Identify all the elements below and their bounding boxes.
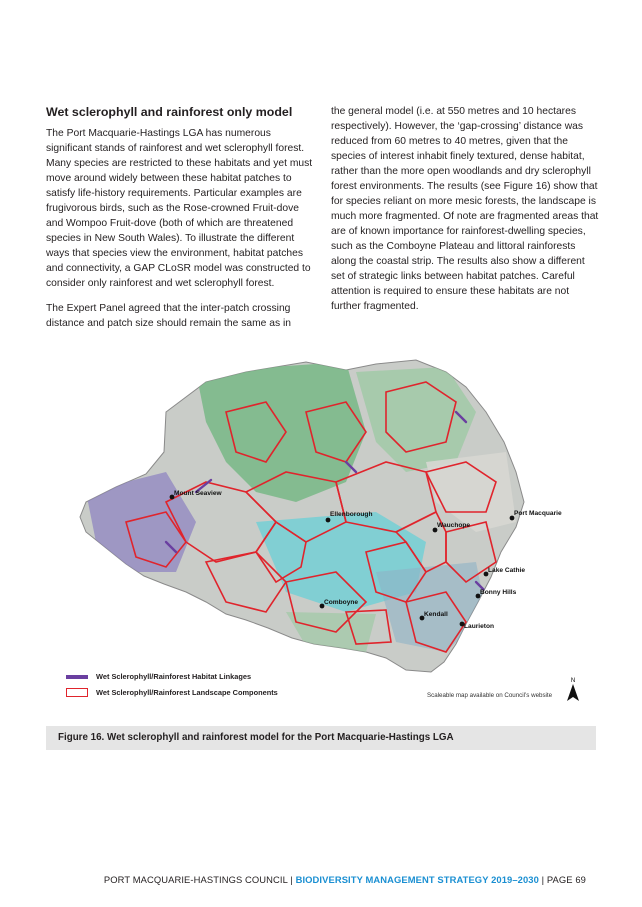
legend-item-components [66,688,278,697]
page-footer [104,874,586,885]
legend-label: Wet Sclerophyll/Rainforest Landscape Components [96,688,278,697]
place-label: Bonny Hills [480,589,517,596]
section-heading: Wet sclerophyll and rainforest only model [46,105,293,119]
place-label: Lake Cathie [488,567,526,574]
place-label: Mount Seaview [174,490,222,497]
body-paragraph: The Port Macquarie-Hastings LGA has numerous significant stands of rainforest and wet sclerophyll forest. Many species are restricted to these habitats and yet must move around widely between these habitat patches to satisfy life-history requirements. Particular examples are frugivorous birds, such as the Rose-crowned Fruit-dove and Wompoo Fruit-dove (both of which are threatened species in New South Wales). To illustrate the different ways that species view the environment, habitat patches and connectivity, a GAP CLoSR model was constructed to consider only rainforest and wet sclerophyll forest. [46,128,313,289]
place-label: Wauchope [437,522,471,529]
legend-label: Wet Sclerophyll/Rainforest Habitat Linkages [96,672,252,681]
place-label: Laurieton [464,623,495,630]
left-column [46,104,316,341]
place-label: Comboyne [324,599,359,606]
footer-separator: | [541,874,545,885]
habitat-map [46,352,596,714]
right-column [331,104,601,324]
footer-title: BIODIVERSITY MANAGEMENT STRATEGY 2019–2030 [295,874,539,885]
place-label: Kendall [424,611,448,618]
legend-item-linkages [66,672,251,681]
north-label: N [570,678,576,684]
body-paragraph: The Expert Panel agreed that the inter-patch crossing distance and patch size should remain the same as in [46,303,291,329]
body-paragraph: the general model (i.e. at 550 metres and 10 hectares respectively). However, the ‘gap-crossing’ distance was reduced from 60 metres to 40 metres, given that the species of interest inhabit finely textured, dense habitat, rather than the more open woodlands and dry sclerophyll forest environments. The results (see Figure 16) show that for species reliant on more mesic forests, the landscape is much more fragmented. Of note are fragmented areas that are of known importance for rainforest-dwelling species, such as the Comboyne Plateau and littoral rainforests along the coastal strip. The results also show a different set of strategic links between habitat patches. Careful attention is required to ensure these habitats are not further fragmented. [331,106,599,312]
footer-separator: | [290,874,293,885]
footer-page: PAGE 69 [546,874,586,885]
north-arrow-icon [566,676,580,702]
scaleable-map-note: Scaleable map available on Council’s website [427,692,553,699]
caption-text: Figure 16. Wet sclerophyll and rainforest model for the Port Macquarie-Hastings LGA [58,732,454,743]
linkage-swatch [66,675,88,679]
place-label: Port Macquarie [514,510,562,517]
place-label: Ellenborough [330,511,373,518]
figure-caption [46,726,596,750]
map-illustration [46,352,596,714]
footer-org: PORT MACQUARIE-HASTINGS COUNCIL [103,874,288,885]
component-swatch [66,688,88,697]
